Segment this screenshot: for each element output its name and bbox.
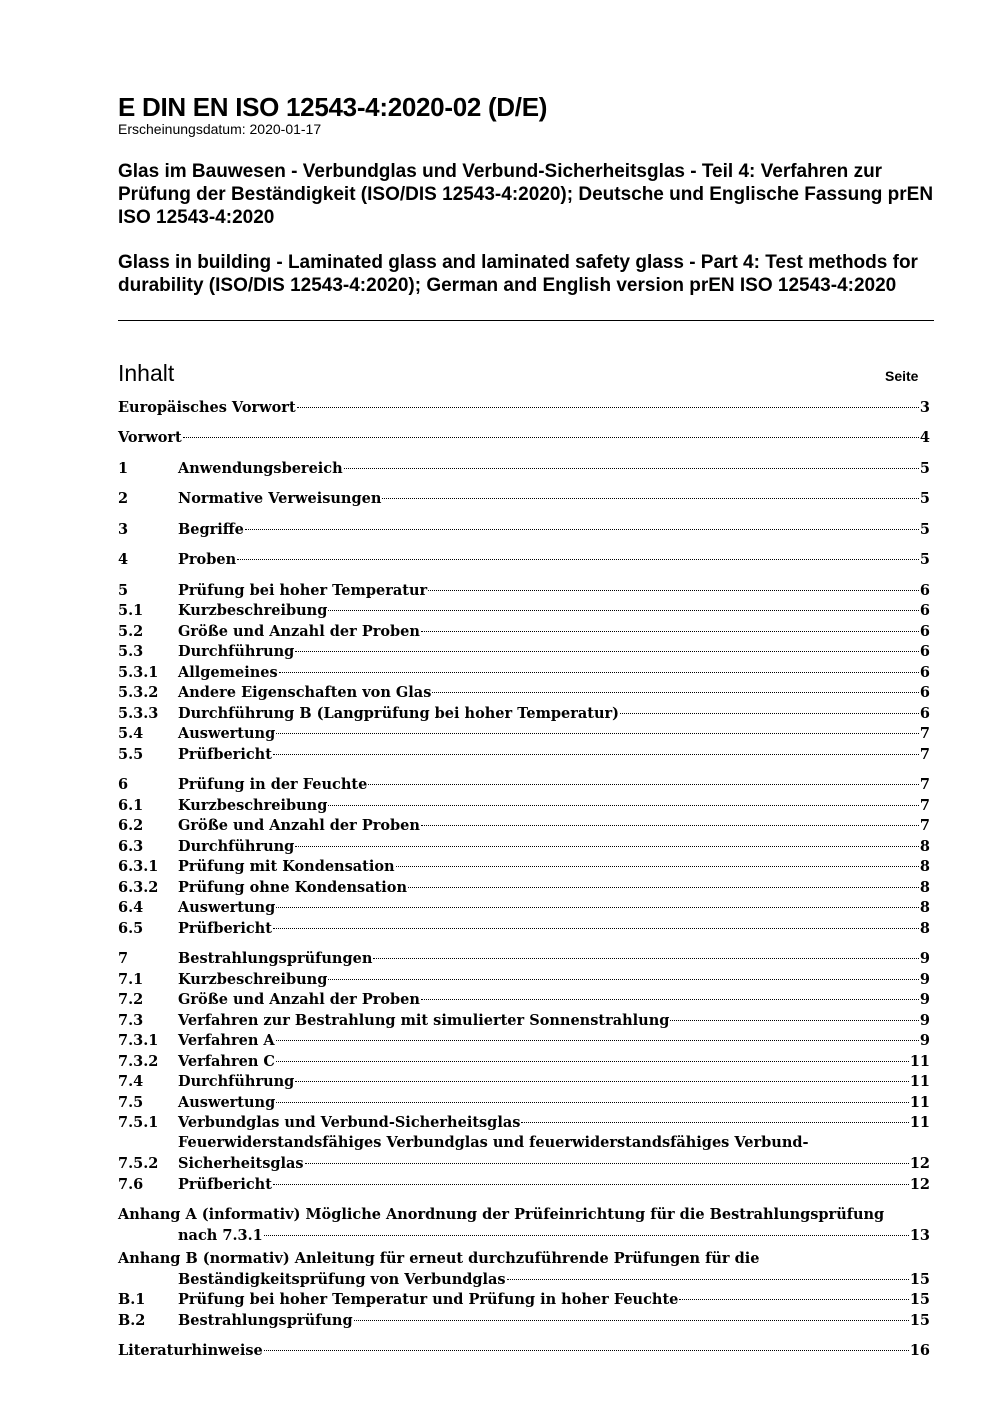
toc-entry-number: 5.4	[118, 725, 144, 742]
toc-entry-title: Größe und Anzahl der Proben	[178, 817, 420, 834]
toc-entry[interactable]	[118, 1270, 930, 1290]
toc-entry[interactable]	[118, 428, 930, 448]
toc-entry-number: 5.3.2	[118, 684, 159, 701]
toc-entry-title: Bestrahlungsprüfung	[178, 1312, 353, 1329]
dot-leader	[328, 979, 919, 980]
toc-entry-page: 5	[919, 551, 930, 568]
toc-entry[interactable]	[118, 1175, 930, 1195]
toc-entry-title: Durchführung B (Langprüfung bei hoher Temperatur)	[178, 705, 620, 722]
toc-entry-page: 6	[919, 705, 930, 722]
toc-entry-title: Proben	[178, 551, 237, 568]
dot-leader	[297, 407, 919, 408]
toc-entry-page: 3	[919, 399, 930, 416]
dot-leader	[408, 887, 919, 888]
dot-leader	[264, 1350, 909, 1351]
dot-leader	[295, 1081, 909, 1082]
dot-leader	[421, 631, 919, 632]
toc-entry-number: 4	[118, 551, 129, 568]
toc-entry-number: 5.5	[118, 746, 144, 763]
toc-entry-number: 7.3.2	[118, 1053, 159, 1070]
toc-entry-page: 8	[919, 838, 930, 855]
toc-entry-title: Kurzbeschreibung	[178, 797, 328, 814]
toc-entry[interactable]	[118, 704, 930, 724]
toc-entry-title-line1: Anhang B (normativ) Anleitung für erneut durchzuführende Prüfungen für die	[118, 1250, 760, 1267]
toc-entry[interactable]	[118, 837, 930, 857]
publication-date: Erscheinungsdatum: 2020-01-17	[118, 121, 322, 137]
toc-entry[interactable]	[118, 816, 930, 836]
dot-leader	[396, 866, 919, 867]
toc-entry[interactable]	[118, 622, 930, 642]
toc-entry-title: Prüfung in der Feuchte	[178, 776, 368, 793]
toc-entry-number: 7.2	[118, 991, 144, 1008]
toc-entry-page: 15	[909, 1312, 930, 1329]
document-id: E DIN EN ISO 12543-4:2020-02 (D/E)	[118, 92, 548, 122]
toc-entry-title: Prüfung bei hoher Temperatur	[178, 582, 428, 599]
toc-entry-title: Durchführung	[178, 1073, 295, 1090]
toc-entry-number: 7.5	[118, 1094, 144, 1111]
toc-entry[interactable]	[118, 1052, 930, 1072]
toc-entry-title: Größe und Anzahl der Proben	[178, 623, 420, 640]
toc-entry-page: 5	[919, 460, 930, 477]
toc-entry-title: Prüfbericht	[178, 920, 272, 937]
dot-leader	[344, 468, 919, 469]
dot-leader	[295, 651, 919, 652]
toc-entry-title: Literaturhinweise	[118, 1342, 263, 1359]
toc-entry-title: Prüfung mit Kondensation	[178, 858, 395, 875]
dot-leader	[276, 733, 919, 734]
toc-entry-number: 6.3.1	[118, 858, 159, 875]
toc-entry-page: 6	[919, 684, 930, 701]
dot-leader	[276, 1061, 909, 1062]
toc-entry[interactable]	[118, 1290, 930, 1310]
toc-entry-page: 11	[909, 1073, 930, 1090]
toc-entry-number: 6.5	[118, 920, 144, 937]
dot-leader	[421, 999, 919, 1000]
toc-entry-page: 12	[909, 1176, 930, 1193]
toc-entry-title: Durchführung	[178, 838, 295, 855]
dot-leader	[273, 928, 919, 929]
dot-leader	[670, 1020, 919, 1021]
toc-entry[interactable]	[118, 724, 930, 744]
toc-entry-title-line1: Anhang A (informativ) Mögliche Anordnung der Prüfeinrichtung für die Bestrahlungsprüfung	[118, 1206, 885, 1223]
toc-entry[interactable]	[118, 878, 930, 898]
toc-entry-page: 7	[919, 725, 930, 742]
toc-entry-title: Auswertung	[178, 725, 276, 742]
toc-entry-title: Begriffe	[178, 521, 244, 538]
toc-entry-title: Größe und Anzahl der Proben	[178, 991, 420, 1008]
toc-entry[interactable]	[118, 663, 930, 683]
toc-entry[interactable]	[118, 949, 930, 969]
toc-entry[interactable]	[118, 1011, 930, 1031]
toc-entry-title: nach 7.3.1	[178, 1227, 263, 1244]
divider-rule	[118, 320, 934, 321]
toc-page-column-heading: Seite	[885, 368, 919, 384]
toc-entry-page: 4	[919, 429, 930, 446]
toc-entry-title: Prüfbericht	[178, 746, 272, 763]
toc-entry-page: 9	[919, 991, 930, 1008]
dot-leader	[276, 1102, 909, 1103]
toc-entry-title: Prüfung ohne Kondensation	[178, 879, 408, 896]
toc-entry[interactable]	[118, 520, 930, 540]
toc-entry-number: 5.3	[118, 643, 144, 660]
toc-entry-number: 5	[118, 582, 129, 599]
toc-entry-page: 7	[919, 797, 930, 814]
toc-entry-number: 7.5.1	[118, 1114, 159, 1131]
toc-entry-title: Vorwort	[118, 429, 182, 446]
toc-entry-title: Auswertung	[178, 1094, 276, 1111]
toc-entry-number: B.1	[118, 1291, 146, 1308]
toc-entry-number: 6	[118, 776, 129, 793]
dot-leader	[276, 1040, 919, 1041]
toc-entry[interactable]	[118, 683, 930, 703]
toc-entry[interactable]	[118, 1031, 930, 1051]
toc-entry-number: 7.6	[118, 1176, 144, 1193]
dot-leader	[328, 805, 919, 806]
toc-entry-page: 11	[909, 1114, 930, 1131]
toc-entry-number: B.2	[118, 1312, 146, 1329]
toc-entry-page: 7	[919, 817, 930, 834]
toc-entry[interactable]	[118, 459, 930, 479]
toc-entry[interactable]	[118, 898, 930, 918]
toc-entry-page: 5	[919, 521, 930, 538]
toc-entry-page: 7	[919, 776, 930, 793]
toc-entry-number: 6.3	[118, 838, 144, 855]
toc-entry-page: 9	[919, 1032, 930, 1049]
toc-entry-title-line1: Feuerwiderstandsfähiges Verbundglas und feuerwiderstandsfähiges Verbund-	[178, 1134, 809, 1151]
dot-leader	[183, 437, 919, 438]
toc-entry-number: 7.3.1	[118, 1032, 159, 1049]
toc-entry-number: 6.2	[118, 817, 144, 834]
toc-entry-page: 9	[919, 950, 930, 967]
dot-leader	[295, 846, 919, 847]
toc-entry-number: 6.4	[118, 899, 144, 916]
toc-entry-page: 5	[919, 490, 930, 507]
toc-entry-page: 9	[919, 1012, 930, 1029]
dot-leader	[273, 1184, 909, 1185]
toc-entry[interactable]	[118, 796, 930, 816]
dot-leader	[428, 590, 919, 591]
toc-entry-page: 9	[919, 971, 930, 988]
toc-entry-page: 6	[919, 643, 930, 660]
dot-leader	[237, 559, 919, 560]
toc-entry-number: 5.3.1	[118, 664, 159, 681]
dot-leader	[276, 907, 919, 908]
toc-entry[interactable]	[118, 1072, 930, 1092]
dot-leader	[620, 713, 919, 714]
toc-entry-page: 6	[919, 664, 930, 681]
toc-entry[interactable]	[118, 1154, 930, 1174]
dot-leader	[305, 1163, 909, 1164]
toc-entry-page: 8	[919, 879, 930, 896]
title-english: Glass in building - Laminated glass and laminated safety glass - Part 4: Test methods for durability (ISO/DIS 12543-4:2020); German and English version prEN ISO 12543-4:2020	[118, 252, 918, 296]
dot-leader	[373, 958, 919, 959]
toc-entry-title: Normative Verweisungen	[178, 490, 382, 507]
toc-entry-number: 7	[118, 950, 129, 967]
toc-entry-title: Beständigkeitsprüfung von Verbundglas	[178, 1271, 506, 1288]
toc-entry[interactable]	[118, 1093, 930, 1113]
toc-entry-page: 8	[919, 899, 930, 916]
dot-leader	[421, 825, 919, 826]
dot-leader	[354, 1320, 909, 1321]
toc-entry-page: 13	[909, 1227, 930, 1244]
toc-entry-number: 6.1	[118, 797, 144, 814]
toc-entry-page: 11	[909, 1094, 930, 1111]
toc-entry-number: 5.2	[118, 623, 144, 640]
toc-entry[interactable]	[118, 489, 930, 509]
toc-entry-number: 7.3	[118, 1012, 144, 1029]
dot-leader	[368, 784, 919, 785]
toc-entry-page: 8	[919, 920, 930, 937]
dot-leader	[507, 1279, 909, 1280]
toc-entry[interactable]	[118, 642, 930, 662]
toc-entry[interactable]	[118, 857, 930, 877]
toc-entry[interactable]	[118, 1226, 930, 1246]
toc-entry-number: 7.4	[118, 1073, 144, 1090]
toc-entry-page: 15	[909, 1271, 930, 1288]
toc-entry[interactable]	[118, 601, 930, 621]
toc-entry-number: 1	[118, 460, 129, 477]
toc-entry-page: 6	[919, 602, 930, 619]
dot-leader	[382, 498, 919, 499]
toc-entry[interactable]	[118, 745, 930, 765]
dot-leader	[521, 1122, 908, 1123]
toc-entry[interactable]	[118, 970, 930, 990]
toc-entry-page: 12	[909, 1155, 930, 1172]
toc-entry-number: 5.3.3	[118, 705, 159, 722]
title-german: Glas im Bauwesen - Verbundglas und Verbund-Sicherheitsglas - Teil 4: Verfahren zur Prüfung der Beständigkeit (ISO/DIS 12543-4:2020); Deutsche und Englische Fassung prEN ISO 12543-4:2020	[118, 161, 934, 228]
toc-heading: Inhalt	[118, 360, 175, 386]
toc-entry-title: Kurzbeschreibung	[178, 602, 328, 619]
toc-entry-number: 7.5.2	[118, 1155, 159, 1172]
toc-entry-page: 6	[919, 623, 930, 640]
toc-entry-page: 8	[919, 858, 930, 875]
toc-entry-title: Verfahren zur Bestrahlung mit simulierter Sonnenstrahlung	[178, 1012, 670, 1029]
toc-entry-page: 16	[909, 1342, 930, 1359]
dot-leader	[328, 610, 919, 611]
dot-leader	[679, 1299, 908, 1300]
toc-entry-title: Andere Eigenschaften von Glas	[178, 684, 432, 701]
dot-leader	[264, 1235, 909, 1236]
toc-entry[interactable]	[118, 398, 930, 418]
toc-entry-page: 6	[919, 582, 930, 599]
toc-entry-title: Prüfbericht	[178, 1176, 272, 1193]
toc-entry-page: 11	[909, 1053, 930, 1070]
toc-entry[interactable]	[118, 1341, 930, 1361]
toc-entry[interactable]	[118, 1311, 930, 1331]
toc-entry-number: 6.3.2	[118, 879, 159, 896]
toc-entry-title: Verfahren C	[178, 1053, 275, 1070]
toc-entry-title: Kurzbeschreibung	[178, 971, 328, 988]
toc-entry-title: Verfahren A	[178, 1032, 275, 1049]
toc-entry-title: Bestrahlungsprüfungen	[178, 950, 373, 967]
dot-leader	[279, 672, 919, 673]
toc-entry-title: Verbundglas und Verbund-Sicherheitsglas	[178, 1114, 521, 1131]
toc-entry-title: Anwendungsbereich	[178, 460, 343, 477]
toc-entry-title: Auswertung	[178, 899, 276, 916]
toc-entry[interactable]	[118, 919, 930, 939]
dot-leader	[245, 529, 919, 530]
toc-entry-title: Durchführung	[178, 643, 295, 660]
toc-entry[interactable]	[118, 1113, 930, 1133]
toc-entry-title: Sicherheitsglas	[178, 1155, 304, 1172]
toc-entry-title: Prüfung bei hoher Temperatur und Prüfung in hoher Feuchte	[178, 1291, 679, 1308]
toc-entry-number: 5.1	[118, 602, 144, 619]
toc-entry-number: 7.1	[118, 971, 144, 988]
toc-entry-page: 7	[919, 746, 930, 763]
toc-entry-number: 2	[118, 490, 129, 507]
toc-entry[interactable]	[118, 990, 930, 1010]
toc-entry-page: 15	[909, 1291, 930, 1308]
toc-entry[interactable]	[118, 775, 930, 795]
toc-entry-title: Allgemeines	[178, 664, 278, 681]
dot-leader	[273, 754, 919, 755]
toc-entry[interactable]	[118, 581, 930, 601]
dot-leader	[432, 692, 919, 693]
toc-entry-number: 3	[118, 521, 129, 538]
toc-entry[interactable]	[118, 550, 930, 570]
toc-entry-title: Europäisches Vorwort	[118, 399, 296, 416]
